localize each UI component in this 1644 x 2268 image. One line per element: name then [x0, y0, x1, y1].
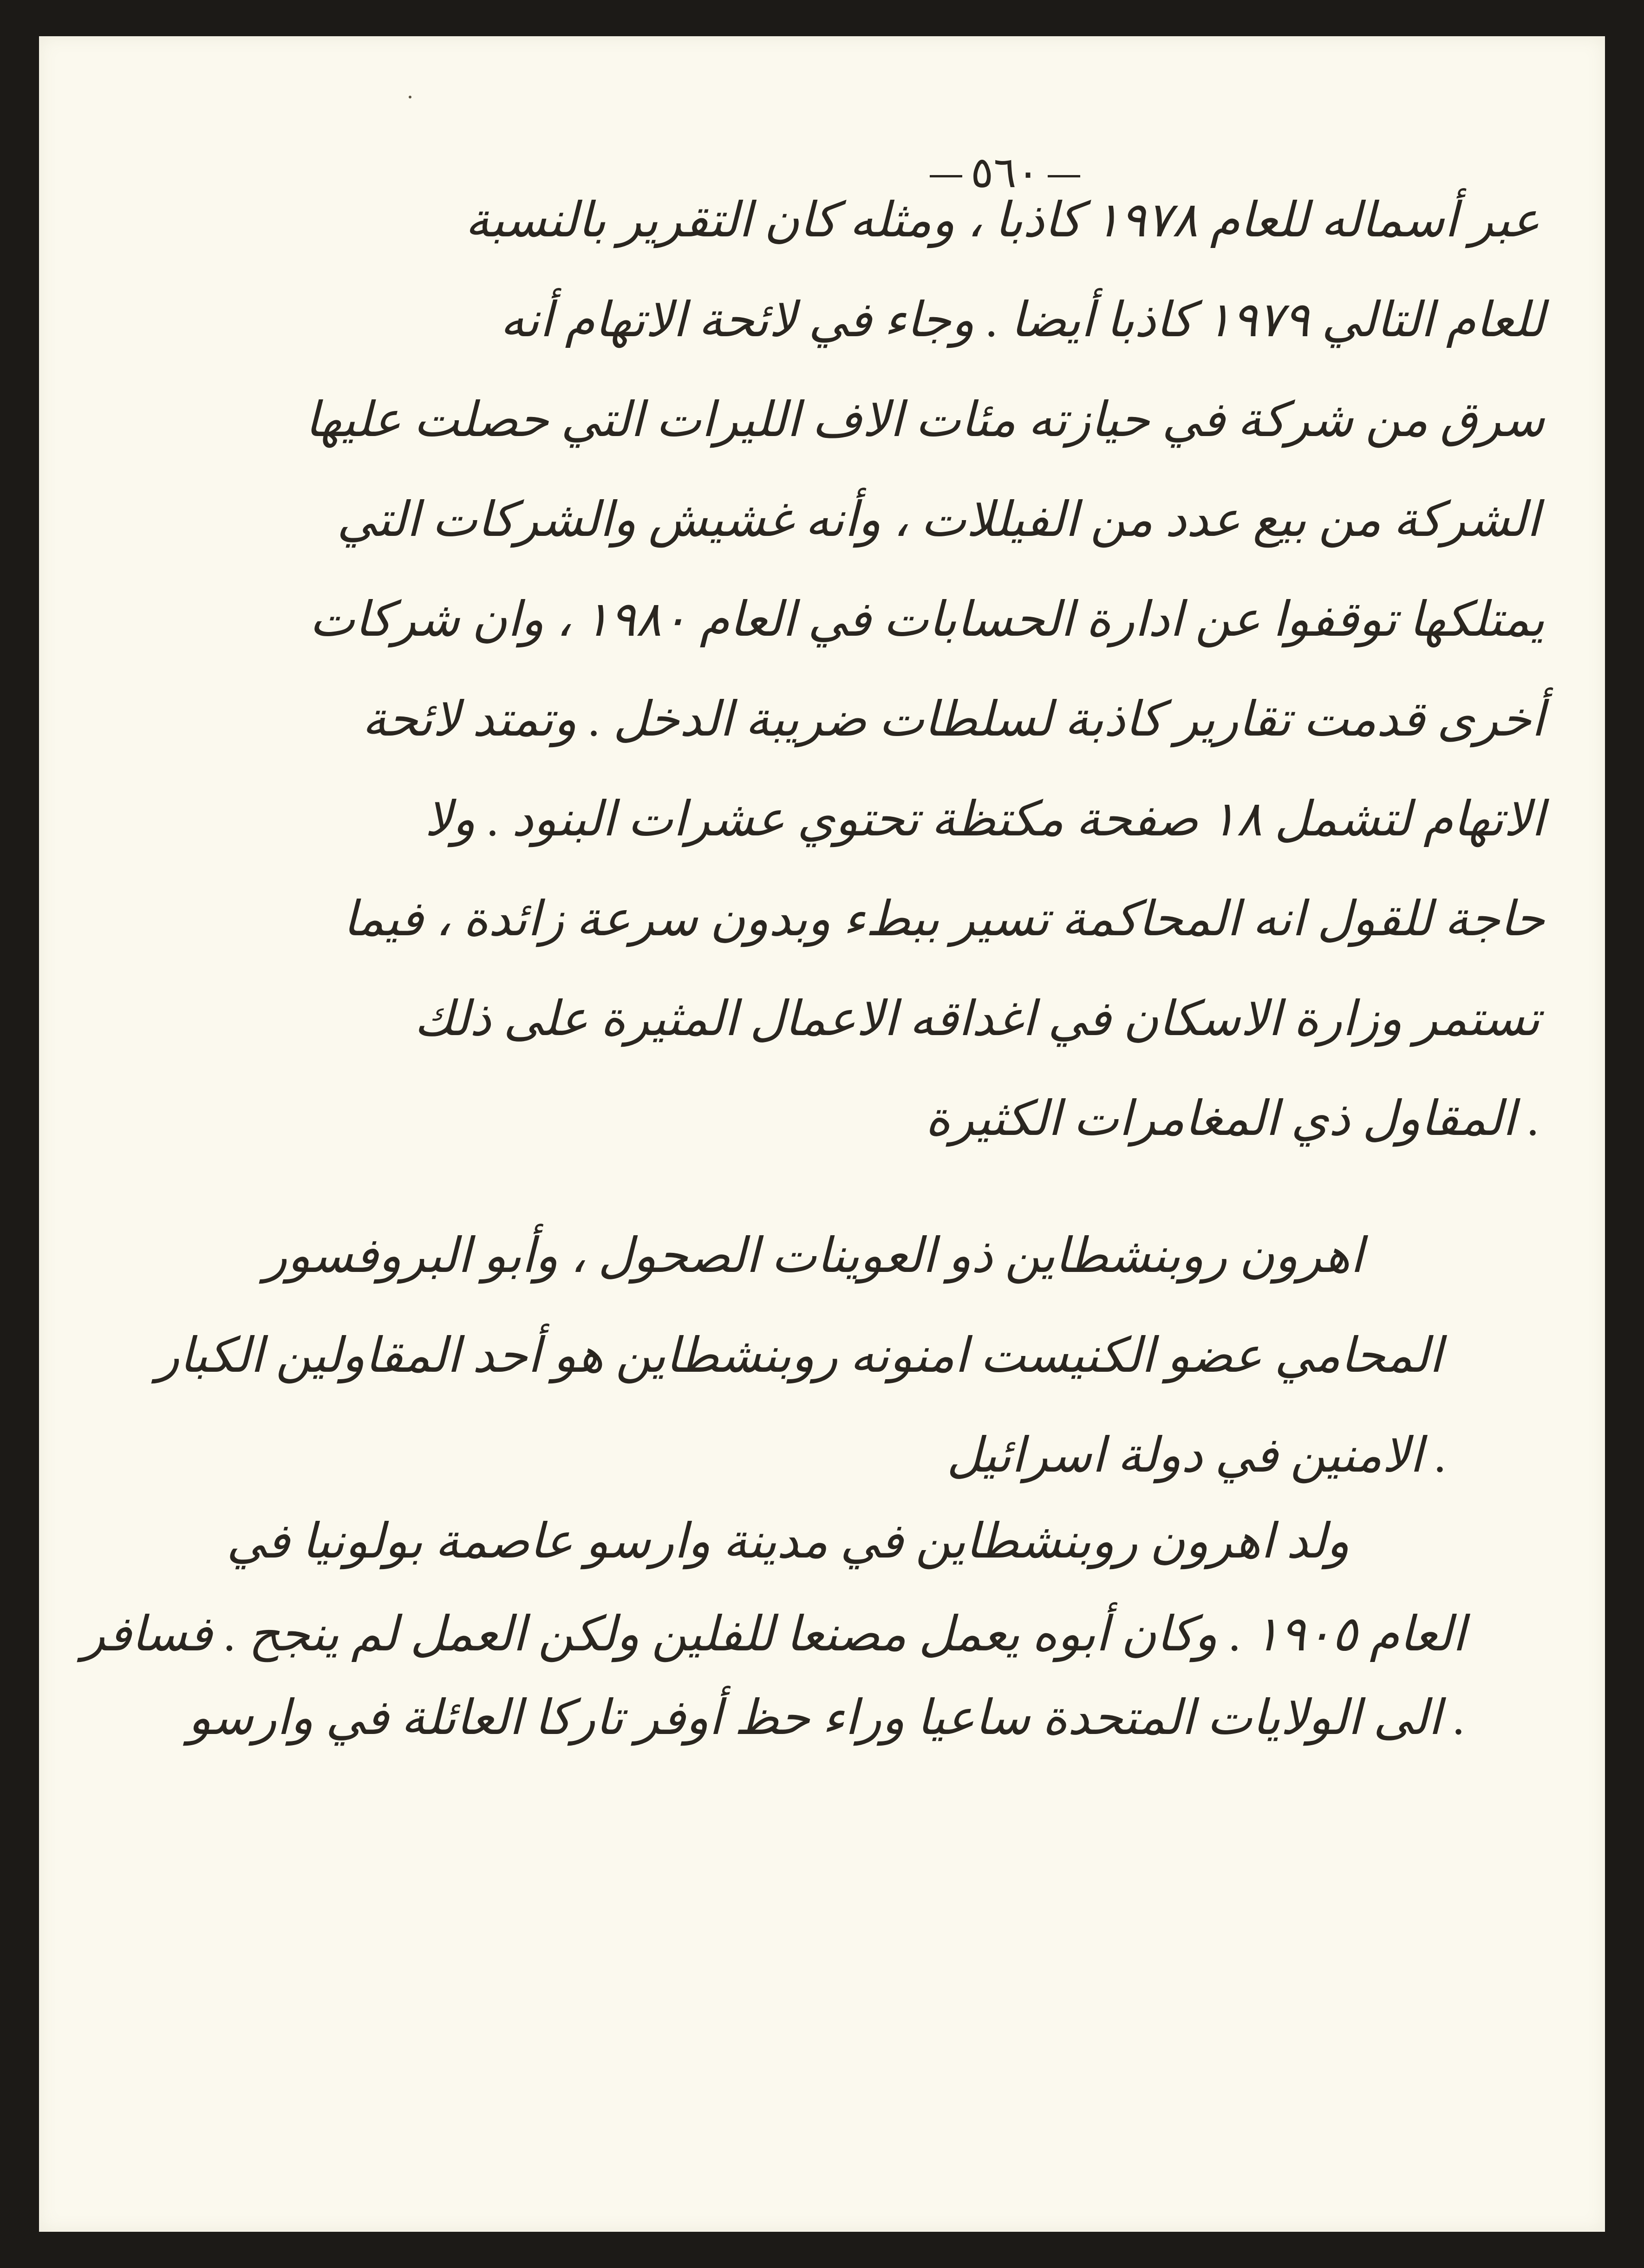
text-line: الاتهام لتشمل ١٨ صفحة مكتظة تحتوي عشرات البنود . ولا	[424, 793, 1545, 846]
text-line: العام ١٩٠٥ . وكان أبوه يعمل مصنعا للفلين ولكن العمل لم ينجح . فسافر	[82, 1608, 1466, 1661]
text-line: الشركة من بيع عدد من الفيللات ، وأنه غشيش والشركات التي	[337, 493, 1540, 547]
ink-speck	[409, 96, 411, 98]
text-line: للعام التالي ١٩٧٩ كاذبا أيضا . وجاء في لائحة الاتهام أنه	[500, 293, 1545, 347]
text-line: تستمر وزارة الاسكان في اغداقه الاعمال المثيرة على ذلك	[414, 992, 1540, 1046]
text-line: الى الولايات المتحدة ساعيا وراء حظ أوفر تاركا العائلة في وارسو .	[188, 1691, 1466, 1745]
text-line: ولد اهرون روبنشطاين في مدينة وارسو عاصمة بولونيا في	[226, 1515, 1350, 1568]
text-line: المحامي عضو الكنيست امنونه روبنشطاين هو أحد المقاولين الكبار	[156, 1329, 1442, 1382]
text-line: سرق من شركة في حيازته مئات الاف الليرات التي حصلت عليها	[305, 393, 1545, 447]
text-line: يمتلكها توقفوا عن ادارة الحسابات في العام ١٩٨٠ ، وان شركات	[309, 593, 1545, 646]
text-line: أخرى قدمت تقارير كاذبة لسلطات ضريبة الدخل . وتمتد لائحة	[362, 693, 1545, 746]
text-line: عبر أسماله للعام ١٩٧٨ كاذبا ، ومثله كان التقرير بالنسبة	[465, 194, 1540, 247]
text-line: حاجة للقول انه المحاكمة تسير ببطء وبدون سرعة زائدة ، فيما	[343, 893, 1545, 946]
text-line: اهرون روبنشطاين ذو العوينات الصحول ، وأبو البروفسور	[264, 1229, 1363, 1283]
text-line: الامنين في دولة اسرائيل .	[946, 1429, 1447, 1482]
page-number: ٥٦٠	[921, 148, 1089, 197]
text-line: المقاول ذي المغامرات الكثيرة .	[925, 1092, 1540, 1146]
paper-sheet	[39, 36, 1605, 2232]
